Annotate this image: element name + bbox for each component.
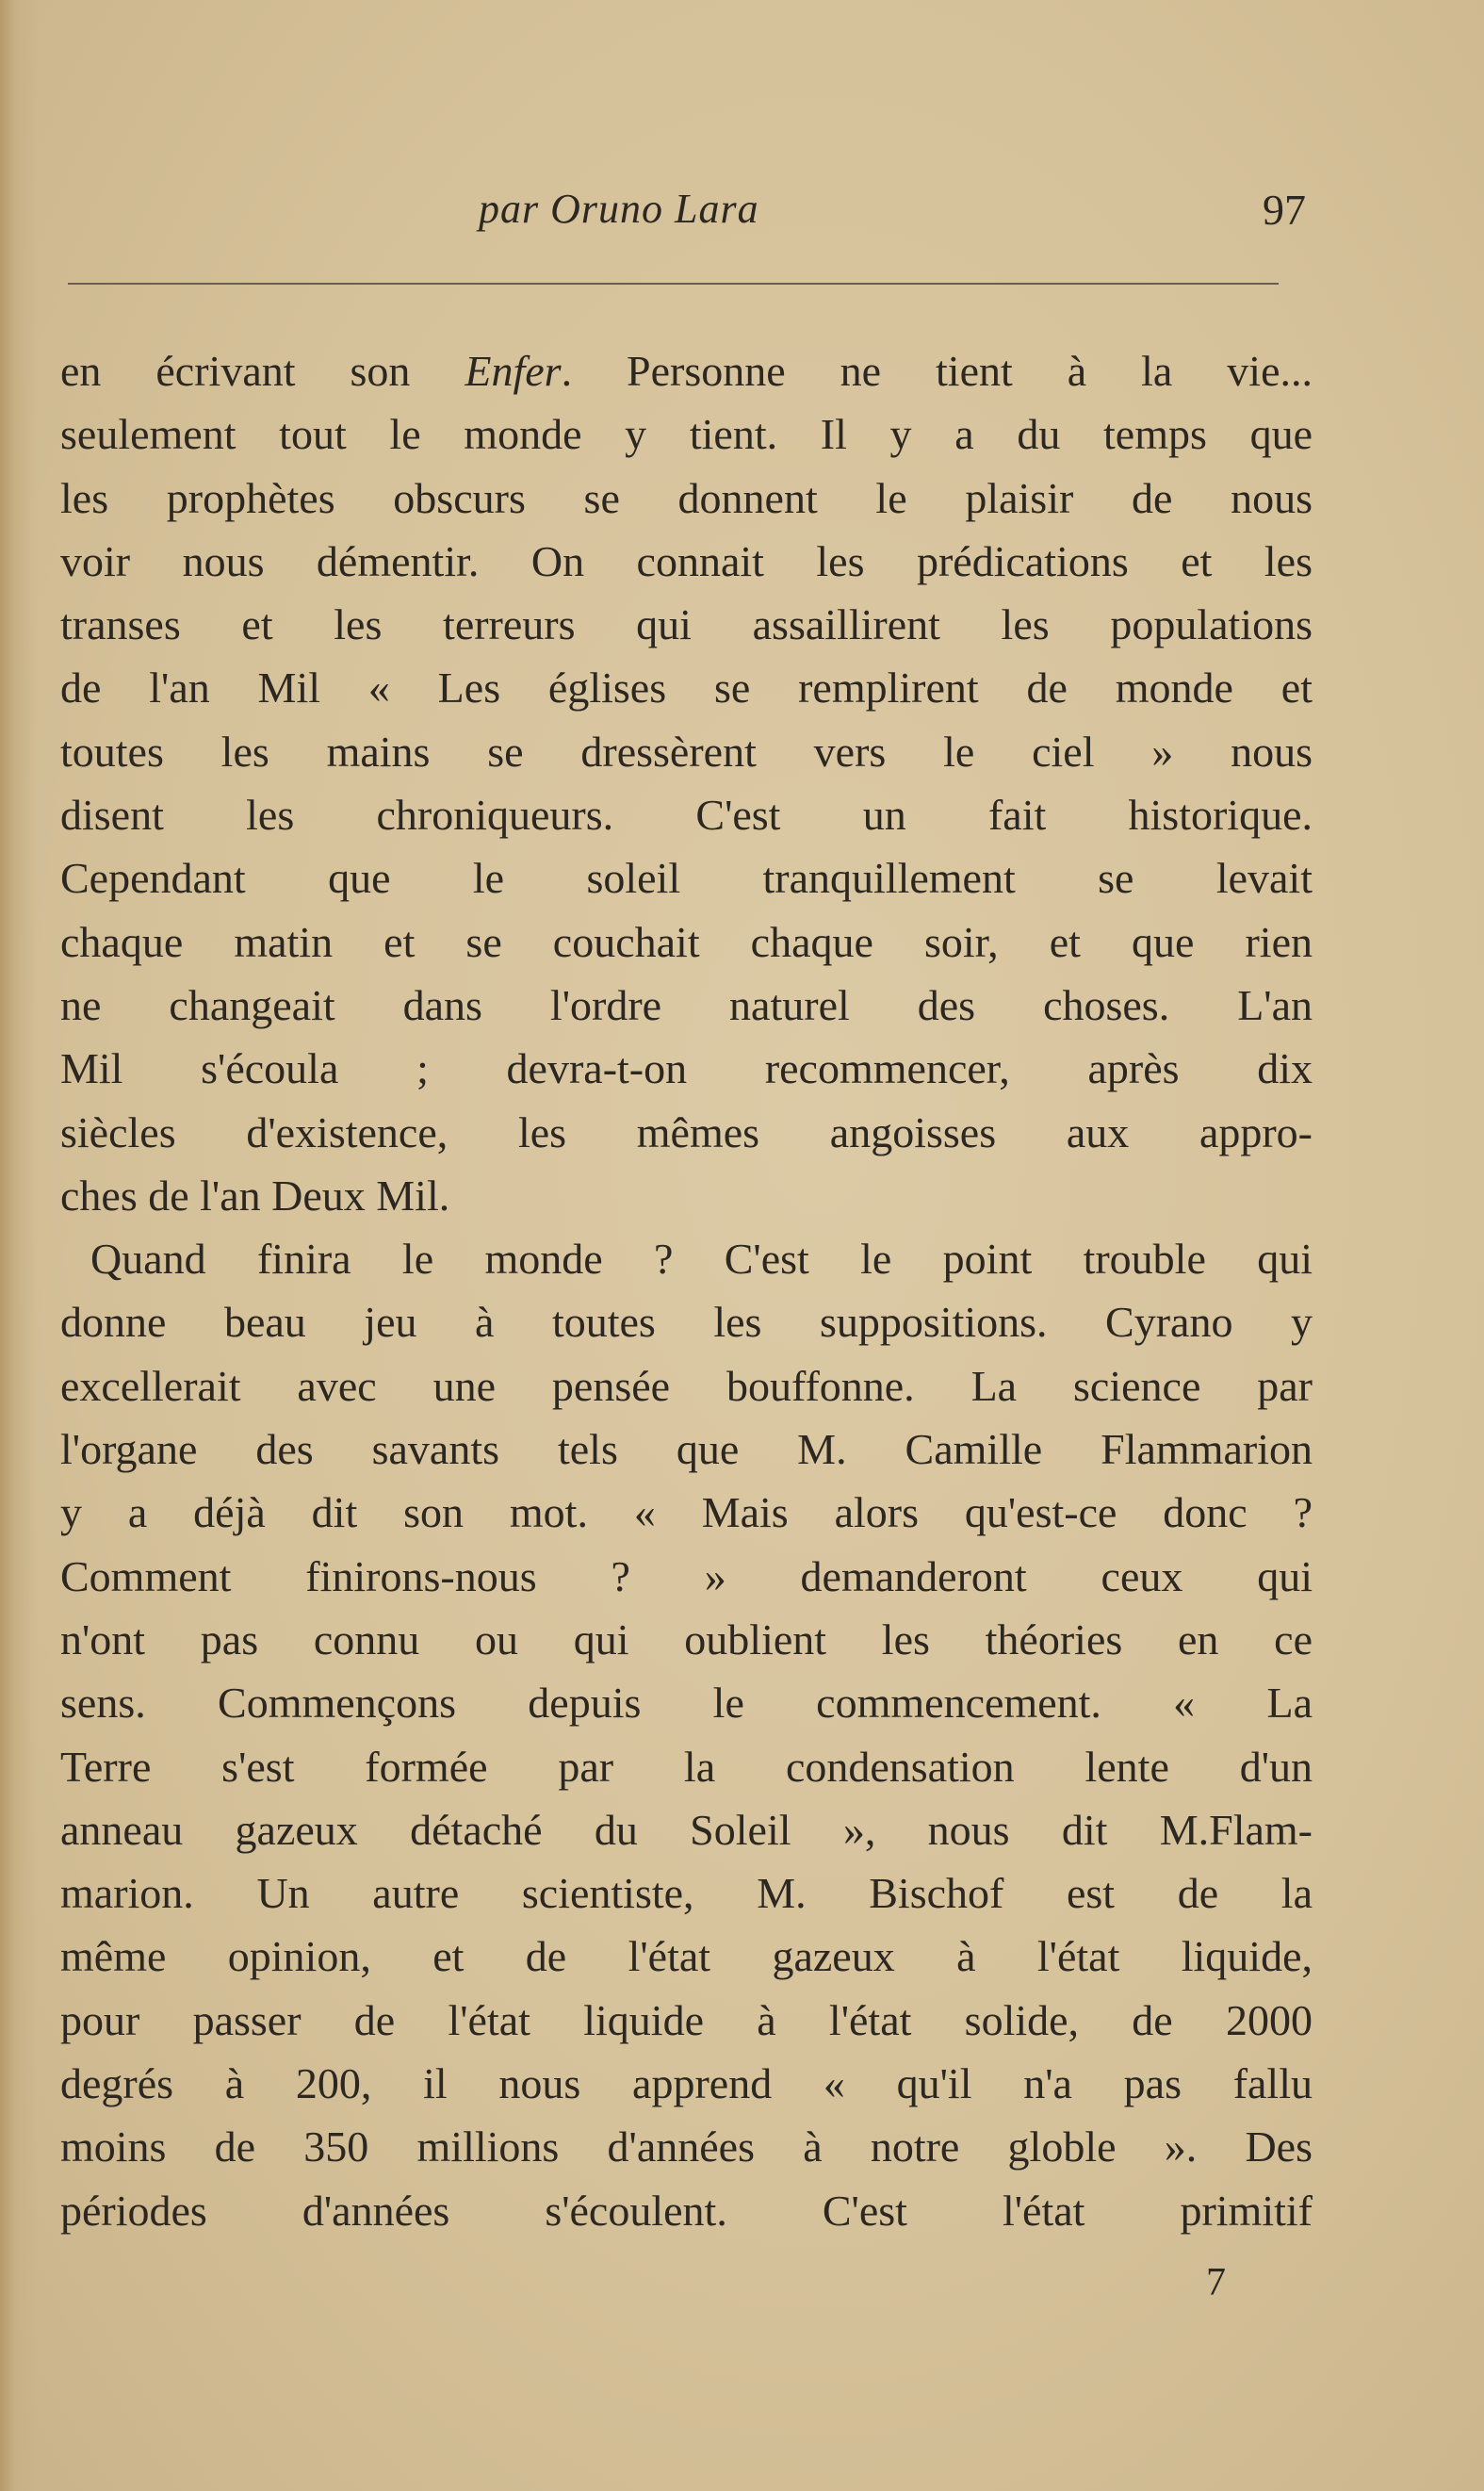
text-line: anneau gazeux détaché du Soleil », nous dit M.Flam- xyxy=(60,1805,1313,1854)
text-line: Terre s'est formée par la condensation lente d'un xyxy=(60,1742,1313,1791)
text-line: n'ont pas connu ou qui oublient les théories en ce xyxy=(60,1614,1313,1663)
text-line: de l'an Mil « Les églises se remplirent de monde et xyxy=(60,664,1313,713)
text-line: moins de 350 millions d'années à notre globle ». Des xyxy=(60,2122,1313,2171)
running-head-title: par Oruno Lara xyxy=(479,186,759,232)
text-line: les prophètes obscurs se donnent le plaisir de nous xyxy=(60,473,1313,522)
text-line: ne changeait dans l'ordre naturel des choses. L'an xyxy=(60,980,1313,1029)
text-line: pour passer de l'état liquide à l'état solide, de 2000 xyxy=(60,1995,1313,2044)
text-line: Mil s'écoula ; devra-t-on recommencer, après dix xyxy=(60,1044,1313,1093)
text-segment: en écrivant son xyxy=(60,347,465,395)
text-line: périodes d'années s'écoulent. C'est l'état primitif xyxy=(60,2186,1313,2235)
text-line: excellerait avec une pensée bouffonne. La science par xyxy=(60,1361,1313,1410)
text-line: ches de l'an Deux Mil. xyxy=(60,1171,450,1220)
text-line: Comment finirons-nous ? » demanderont ceux qui xyxy=(60,1551,1313,1600)
text-line: degrés à 200, il nous apprend « qu'il n'a pas fallu xyxy=(60,2059,1313,2108)
text-line: toutes les mains se dressèrent vers le ciel » nous xyxy=(60,727,1313,776)
text-line: marion. Un autre scientiste, M. Bischof est de la xyxy=(60,1869,1313,1918)
text-line: Cependant que le soleil tranquillement se levait xyxy=(60,854,1313,903)
text-line: Quand finira le monde ? C'est le point trouble qui xyxy=(90,1235,1313,1284)
page-number: 97 xyxy=(1263,186,1306,234)
text-line: siècles d'existence, les mêmes angoisses aux appro- xyxy=(60,1107,1313,1156)
text-line: y a déjà dit son mot. « Mais alors qu'est-ce donc ? xyxy=(60,1488,1313,1537)
text-line: voir nous démentir. On connait les prédications et les xyxy=(60,536,1313,585)
body-text xyxy=(60,339,1313,2242)
text-line: même opinion, et de l'état gazeux à l'état liquide, xyxy=(60,1932,1313,1981)
text-line: chaque matin et se couchait chaque soir, et que rien xyxy=(60,917,1313,966)
text-line: l'organe des savants tels que M. Camille Flammarion xyxy=(60,1425,1313,1474)
signature-mark: 7 xyxy=(1206,2261,1226,2304)
text-line: seulement tout le monde y tient. Il y a du temps que xyxy=(60,410,1313,459)
page-binding-edge xyxy=(0,0,38,2491)
text-line: donne beau jeu à toutes les suppositions. Cyrano y xyxy=(60,1298,1313,1347)
text-line: transes et les terreurs qui assaillirent les populations xyxy=(60,600,1313,649)
text-line xyxy=(60,339,1313,402)
text-segment: . Personne ne tient à la vie... xyxy=(561,347,1313,395)
text-line: sens. Commençons depuis le commencement. « La xyxy=(60,1679,1313,1728)
italic-title-enfer: Enfer xyxy=(465,347,562,395)
text-line: disent les chroniqueurs. C'est un fait historique. xyxy=(60,791,1313,840)
running-head xyxy=(0,185,1484,241)
header-rule xyxy=(68,283,1279,285)
